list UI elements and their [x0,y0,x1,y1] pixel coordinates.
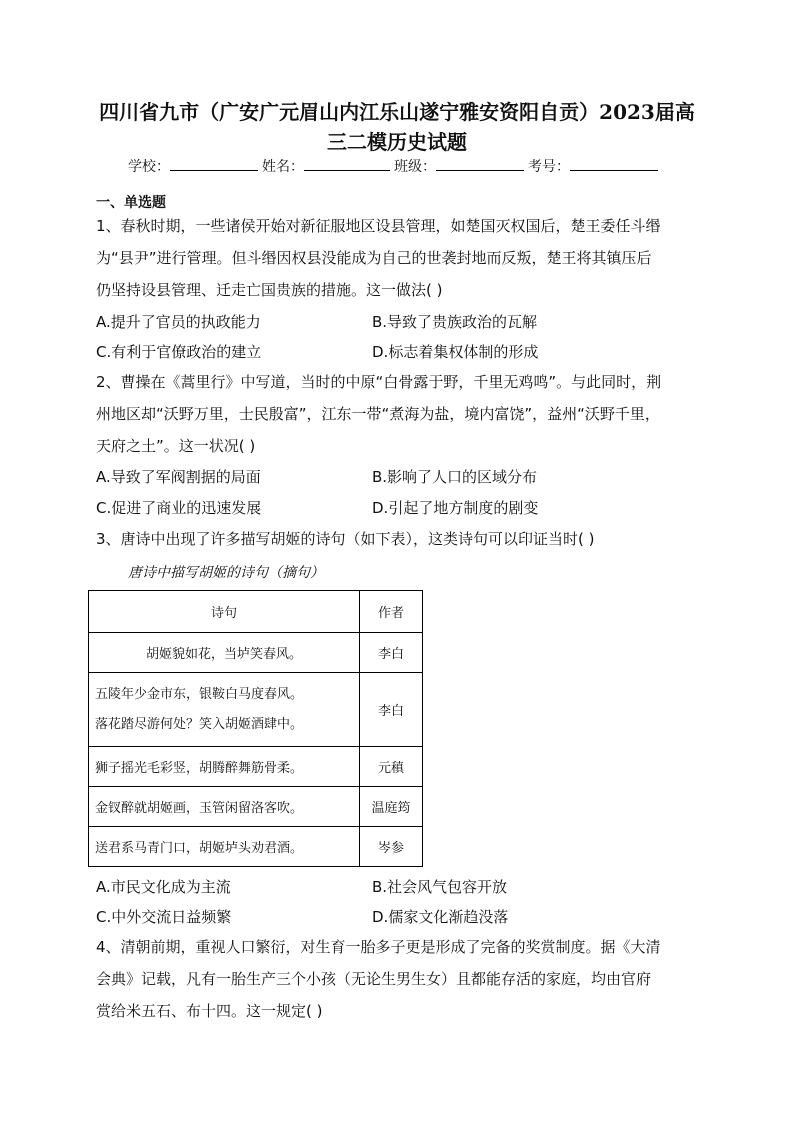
doc-title-line-1: 四川省九市（广安广元眉山内江乐山遂宁雅安资阳自贡）2023届高 [99,100,695,124]
header-poem: 诗句 [89,591,360,633]
q2-line-2: 州地区却“沃野万里，士民殷富”，江东一带“煮海为盐，境内富饶”，益州“沃野千里， [96,405,660,423]
name-label: 姓名： [262,159,304,175]
class-label: 班级： [394,159,436,175]
q3-line-1: 3、唐诗中出现了许多描写胡姬的诗句（如下表），这类诗句可以印证当时( ) [96,530,595,548]
poem-cell [89,673,360,747]
q2-line-1: 2、曹操在《蒿里行》中写道，当时的中原“白骨露于野，千里无鸡鸣”。与此同时，荆 [96,373,662,391]
poem-cell: 胡姬貌如花，当垆笑春风。 [89,633,360,673]
author-cell: 李白 [360,633,423,673]
school-blank[interactable] [170,156,258,171]
q1-line-1: 1、春秋时期，一些诸侯开始对新征服地区设县管理，如楚国灭权国后，楚王委任斗缗 [96,217,661,235]
author-cell: 李白 [360,673,423,747]
poem-cell: 狮子摇光毛彩竖，胡腾醉舞筋骨柔。 [89,747,360,787]
table-row [89,673,423,747]
table-caption: 唐诗中描写胡姬的诗句（摘句） [128,565,324,581]
author-cell: 温庭筠 [360,787,423,827]
school-label: 学校： [128,159,170,175]
q2-line-3: 天府之土”。这一状况( ) [96,437,256,455]
header-author: 作者 [360,591,423,633]
q1-option-b[interactable]: B.导致了贵族政治的瓦解 [372,313,538,331]
poem-cell: 金钗醉就胡姬画，玉管闲留洛客吹。 [89,787,360,827]
q3-option-c[interactable]: C.中外交流日益频繁 [96,908,232,926]
q1-line-3: 仍坚持设县管理、迁走亡国贵族的措施。这一做法( ) [96,281,443,299]
doc-title-line-2: 三二模历史试题 [327,130,467,154]
q3-option-d[interactable]: D.儒家文化渐趋没落 [372,908,509,926]
q4-line-3: 赏给米五石、布十四。这一规定( ) [96,1002,323,1020]
q4-line-1: 4、清朝前期，重视人口繁衍，对生育一胎多子更是形成了完备的奖赏制度。据《大清 [96,938,661,956]
q1-option-c[interactable]: C.有利于官僚政治的建立 [96,343,262,361]
table-header-row [89,591,423,633]
q2-option-a[interactable]: A.导致了军阀割据的局面 [96,468,261,486]
poem-cell: 送君系马青门口，胡姬垆头劝君酒。 [89,827,360,867]
poem-table [88,590,423,867]
name-blank[interactable] [304,156,390,171]
table-row [89,827,423,867]
number-label: 考号： [528,159,570,175]
class-blank[interactable] [436,156,524,171]
q2-option-b[interactable]: B.影响了人口的区域分布 [372,468,538,486]
q3-option-a[interactable]: A.市民文化成为主流 [96,878,231,896]
q2-option-c[interactable]: C.促进了商业的迅速发展 [96,499,262,517]
section-heading: 一、单选题 [96,195,166,211]
q1-line-2: 为“县尹”进行管理。但斗缗因权县没能成为自己的世袭封地而反叛，楚王将其镇压后 [96,249,652,267]
q1-option-d[interactable]: D.标志着集权体制的形成 [372,343,539,361]
q4-line-2: 会典》记载，凡有一胎生产三个小孩（无论生男生女）且都能存活的家庭，均由官府 [96,970,652,988]
table-row [89,747,423,787]
poem-line: 落花踏尽游何处？笑入胡姬酒肆中。 [95,716,304,732]
author-cell: 岑参 [360,827,423,867]
q2-option-d[interactable]: D.引起了地方制度的剧变 [372,499,539,517]
table-row [89,787,423,827]
q1-option-a[interactable]: A.提升了官员的执政能力 [96,313,261,331]
q3-option-b[interactable]: B.社会风气包容开放 [372,878,508,896]
poem-line: 五陵年少金市东，银鞍白马度春风。 [95,686,304,702]
student-info-row [128,156,662,176]
number-blank[interactable] [570,156,658,171]
author-cell: 元稹 [360,747,423,787]
table-row [89,633,423,673]
